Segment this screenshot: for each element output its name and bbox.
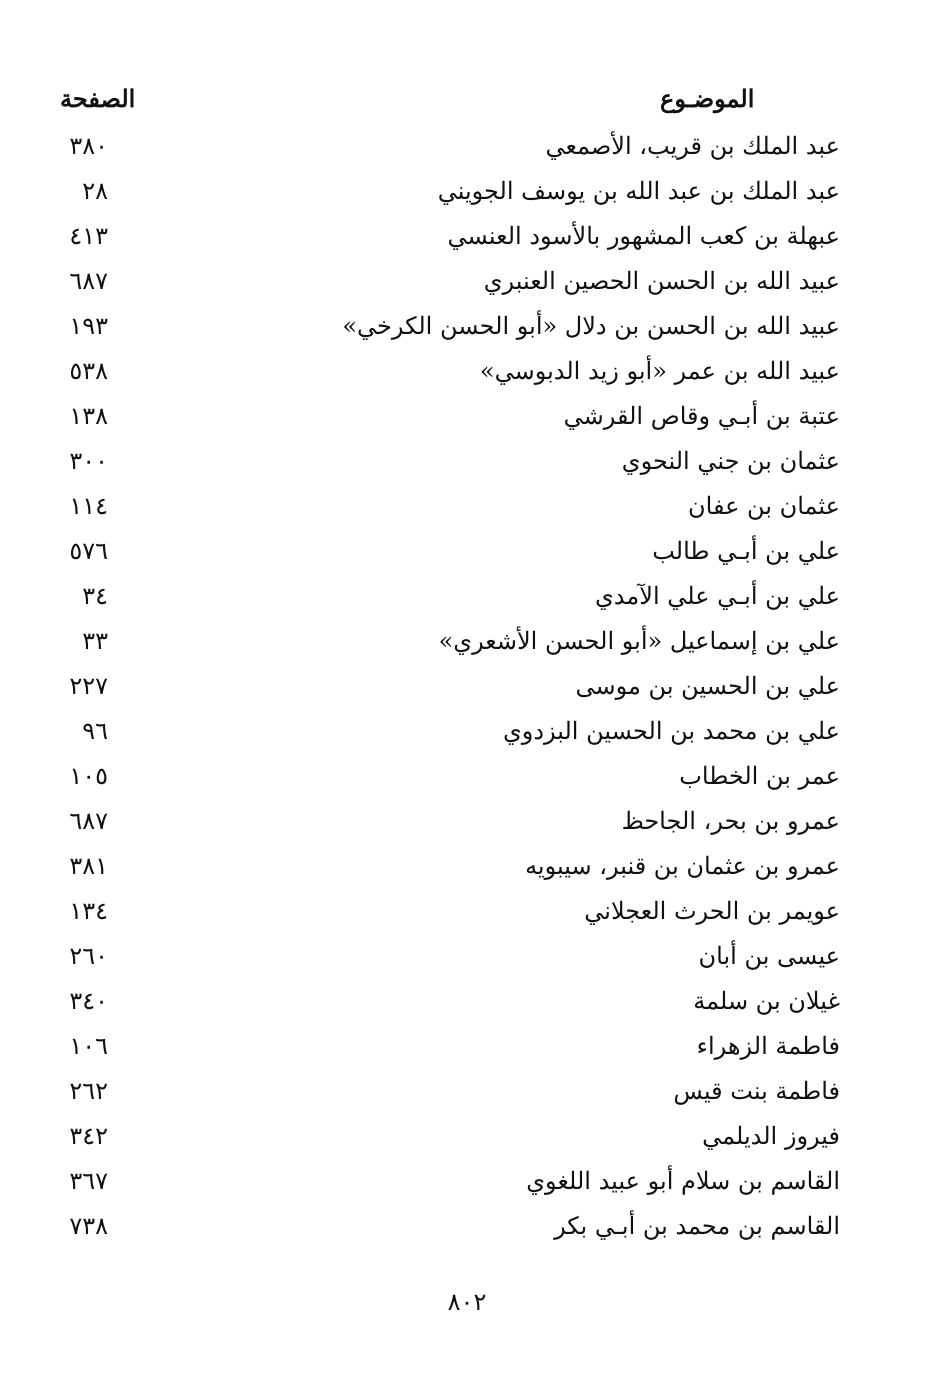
index-entry [60, 1028, 840, 1073]
entry-page-number: ٣٣ [82, 627, 108, 655]
entry-page-number: ١٣٨ [69, 402, 108, 430]
entry-name: علي بن أبـي علي الآمدي [595, 582, 840, 610]
entry-name: عبيد الله بن الحسن الحصين العنبري [483, 267, 840, 295]
entry-page-number: ٣٤ [82, 582, 108, 610]
entry-page-number: ٣٦٧ [69, 1167, 108, 1195]
index-entry [60, 803, 840, 848]
index-entry [60, 398, 840, 443]
index-entries-list [60, 128, 840, 1253]
index-entry [60, 488, 840, 533]
subject-column-header: الموضـوع [660, 84, 755, 113]
entry-page-number: ٣٤٠ [69, 987, 108, 1015]
index-entry [60, 128, 840, 173]
entry-name: عبد الملك بن عبد الله بن يوسف الجويني [437, 177, 840, 205]
entry-page-number: ١٩٣ [69, 312, 108, 340]
entry-page-number: ٣٨٠ [69, 132, 108, 160]
index-entry [60, 983, 840, 1028]
entry-name: عبد الملك بن قريب، الأصمعي [545, 132, 840, 160]
entry-name: عمرو بن بحر، الجاحظ [621, 807, 840, 835]
entry-page-number: ١١٤ [69, 492, 108, 520]
page-column-header: الصفحة [60, 84, 136, 113]
index-entry [60, 173, 840, 218]
entry-page-number: ٦٨٧ [69, 807, 108, 835]
index-entry [60, 893, 840, 938]
entry-name: عبيد الله بن عمر «أبو زيد الدبوسي» [479, 357, 840, 385]
entry-page-number: ٣٠٠ [69, 447, 108, 475]
entry-page-number: ٧٣٨ [69, 1212, 108, 1240]
index-entry [60, 758, 840, 803]
entry-page-number: ٢٦٠ [69, 942, 108, 970]
index-entry [60, 623, 840, 668]
entry-name: عبيد الله بن الحسن بن دلال «أبو الحسن الكرخي» [342, 312, 840, 340]
entry-page-number: ٥٧٦ [69, 537, 108, 565]
entry-name: عمر بن الخطاب [679, 762, 840, 790]
entry-name: عتبة بن أبـي وقاص القرشي [563, 402, 840, 430]
page-number: ٨٠٢ [447, 1288, 487, 1316]
entry-page-number: ٦٨٧ [69, 267, 108, 295]
entry-page-number: ٤١٣ [69, 222, 108, 250]
entry-name: علي بن إسماعيل «أبو الحسن الأشعري» [438, 627, 840, 655]
entry-page-number: ٢٢٧ [69, 672, 108, 700]
entry-page-number: ٢٦٢ [69, 1077, 108, 1105]
index-entry [60, 218, 840, 263]
index-entry [60, 938, 840, 983]
index-entry [60, 1073, 840, 1118]
entry-page-number: ٣٤٢ [69, 1122, 108, 1150]
index-entry [60, 1208, 840, 1253]
index-entry [60, 443, 840, 488]
entry-name: عمرو بن عثمان بن قنبر، سيبويه [525, 852, 840, 880]
entry-name: غيلان بن سلمة [693, 987, 840, 1015]
entry-page-number: ٩٦ [82, 717, 108, 745]
entry-name: عويمر بن الحرث العجلاني [584, 897, 840, 925]
entry-name: فيروز الديلمي [702, 1122, 840, 1150]
entry-name: عبهلة بن كعب المشهور بالأسود العنسي [447, 222, 840, 250]
table-header [60, 84, 840, 124]
entry-name: علي بن الحسين بن موسى [575, 672, 840, 700]
entry-name: عيسى بن أبان [698, 942, 840, 970]
index-entry [60, 713, 840, 758]
index-entry [60, 578, 840, 623]
index-entry [60, 848, 840, 893]
index-entry [60, 1118, 840, 1163]
index-entry [60, 263, 840, 308]
entry-name: عثمان بن عفان [688, 492, 840, 520]
entry-name: علي بن محمد بن الحسين البزدوي [502, 717, 840, 745]
entry-name: القاسم بن محمد بن أبـي بكر [554, 1212, 840, 1240]
entry-name: فاطمة الزهراء [696, 1032, 840, 1060]
entry-name: عثمان بن جني النحوي [621, 447, 840, 475]
index-entry [60, 1163, 840, 1208]
entry-name: القاسم بن سلام أبو عبيد اللغوي [526, 1167, 840, 1195]
index-entry [60, 533, 840, 578]
entry-page-number: ٥٣٨ [69, 357, 108, 385]
entry-page-number: ٣٨١ [69, 852, 108, 880]
index-entry [60, 308, 840, 353]
entry-name: علي بن أبـي طالب [652, 537, 840, 565]
index-entry [60, 668, 840, 713]
entry-page-number: ٢٨ [82, 177, 108, 205]
entry-page-number: ١٠٦ [69, 1032, 108, 1060]
index-entry [60, 353, 840, 398]
entry-name: فاطمة بنت قيس [673, 1077, 840, 1105]
entry-page-number: ١٠٥ [69, 762, 108, 790]
entry-page-number: ١٣٤ [69, 897, 108, 925]
